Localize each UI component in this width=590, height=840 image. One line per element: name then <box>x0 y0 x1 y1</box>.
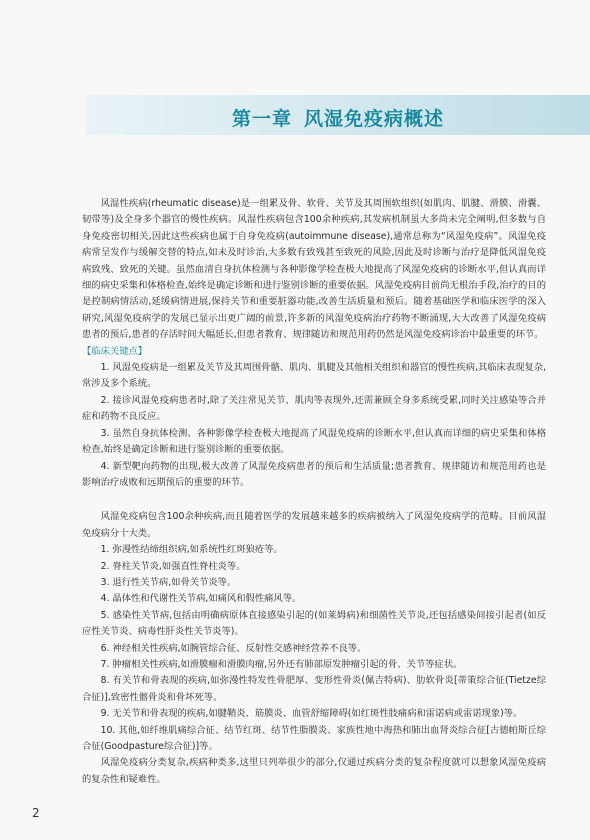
key-point-item: 1. 风湿免疫病是一组累及关节及其周围骨骼、肌肉、肌腱及其他相关组织和器官的慢性疾病,其临床表现复杂,常涉及多个系统。 <box>82 362 546 390</box>
classification-item: 7. 肿瘤相关性疾病,如滑膜瘤和滑膜肉瘤,另外还有肺部原发肿瘤引起的骨、关节等症状。 <box>100 658 463 670</box>
intro-paragraph: 风湿性疾病(rheumatic disease)是一组累及骨、软骨、关节及其周围软组织(如肌肉、肌腱、滑膜、滑囊、韧带等)及全身多个器官的慢性疾病。风湿性疾病包含100余种疾病,其发病机制虽大多尚未完全阐明,但多数与自身免疫密切相关,因此这些疾病也属于自身免疫病(autoimmune disease),通常总称为“风湿免疫病”。风湿免疫病常呈发作与缓解交替的特点,如未及时诊治,大多数有致残甚至致死的风险,因此及时诊断与治疗是降低风湿免疫病致残、致死的关键。虽然血清自身抗体检测与各种影像学检查极大地提高了风湿免疫病的诊断水平,但认真而详细的病史采集和体格检查,始终是确定诊断和进行鉴别诊断的重要依据。风湿免疫病目前尚无根治手段,治疗的目的是控制病情活动,延缓病情进展,保持关节和重要脏器功能,改善生活质量和预后。随着基础医学和临床医学的深入研究,风湿免疫病学的发展已显示出更广阔的前景,许多新的风湿免疫病治疗药物不断涌现,大大改善了风湿免疫病患者的预后,患者的存活时间大幅延长,但患者教育、规律随访和规范用药仍然是风湿免疫病诊治中最重要的环节。 <box>82 198 546 341</box>
chapter-number: 第一章 <box>231 108 292 130</box>
classification-item: 3. 退行性关节病,如骨关节炎等。 <box>100 576 237 588</box>
classification-item: 1. 弥漫性结缔组织病,如系统性红斑狼疮等。 <box>100 544 283 556</box>
classification-item: 10. 其他,如纤维肌痛综合征、结节红斑、结节性脂膜炎、家族性地中海热和肺出血肾炎综合征[古德帕斯丘综合征(Goodpasture综合征)]等。 <box>82 724 546 752</box>
chapter-content <box>82 196 546 788</box>
key-point-item: 4. 新型靶向药物的出现,极大改善了风湿免疫病患者的预后和生活质量;患者教育、规律随访和规范用药也是影响治疗成败和远期预后的重要的环节。 <box>82 460 546 488</box>
classification-item: 8. 有关节和骨表现的疾病,如弥漫性特发性骨肥厚、变形性骨炎(佩吉特病)、肋软骨炎[蒂策综合征(Tietze综合征)],致密性髂骨炎和骨坏死等。 <box>82 675 546 703</box>
chapter-title <box>86 104 590 131</box>
classification-item: 5. 感染性关节病,包括由明确病原体直接感染引起的(如莱姆病)和细菌性关节炎,还包括感染间接引起者(如反应性关节炎、病毒性肝炎性关节炎等)。 <box>82 609 546 638</box>
classification-closing: 风湿免疫病分类复杂,疾病种类多,这里只列举很少的部分,仅通过疾病分类的复杂程度就可以想象风湿免疫病的复杂性和疑难性。 <box>82 757 546 785</box>
classification-item: 6. 神经相关性疾病,如腕管综合征、反射性交感神经营养不良等。 <box>100 642 367 654</box>
page-number: 2 <box>32 806 40 820</box>
key-point-item: 2. 接诊风湿免疫病患者时,除了关注常见关节、肌肉等表现外,还需兼顾全身多系统受累,同时关注感染等合并症和药物不良反应。 <box>82 394 546 423</box>
classification-item: 2. 脊柱关节炎,如强直性脊柱炎等。 <box>100 560 246 572</box>
classification-intro: 风湿免疫病包含100余种疾病,而且随着医学的发展越来越多的疾病被纳入了风湿免疫病学的范畴。目前风湿免疫病分十大类。 <box>82 511 546 539</box>
classification-item: 4. 晶体性和代谢性关节病,如痛风和假性痛风等。 <box>100 593 302 605</box>
section-gap <box>82 491 546 509</box>
classification-item: 9. 无关节和骨表现的疾病,如腱鞘炎、筋膜炎、血管舒缩障碍(如红斑性肢痛病和雷诺病或雷诺现象)等。 <box>100 708 523 720</box>
key-points-title: 【临床关键点】 <box>82 345 148 357</box>
chapter-title-text: 风湿免疫病概述 <box>304 108 445 130</box>
key-point-item: 3. 虽然自身抗体检测、各种影像学检查极大地提高了风湿免疫病的诊断水平,但认真而详细的病史采集和体格检查,始终是确定诊断和进行鉴别诊断的重要依据。 <box>82 427 546 456</box>
